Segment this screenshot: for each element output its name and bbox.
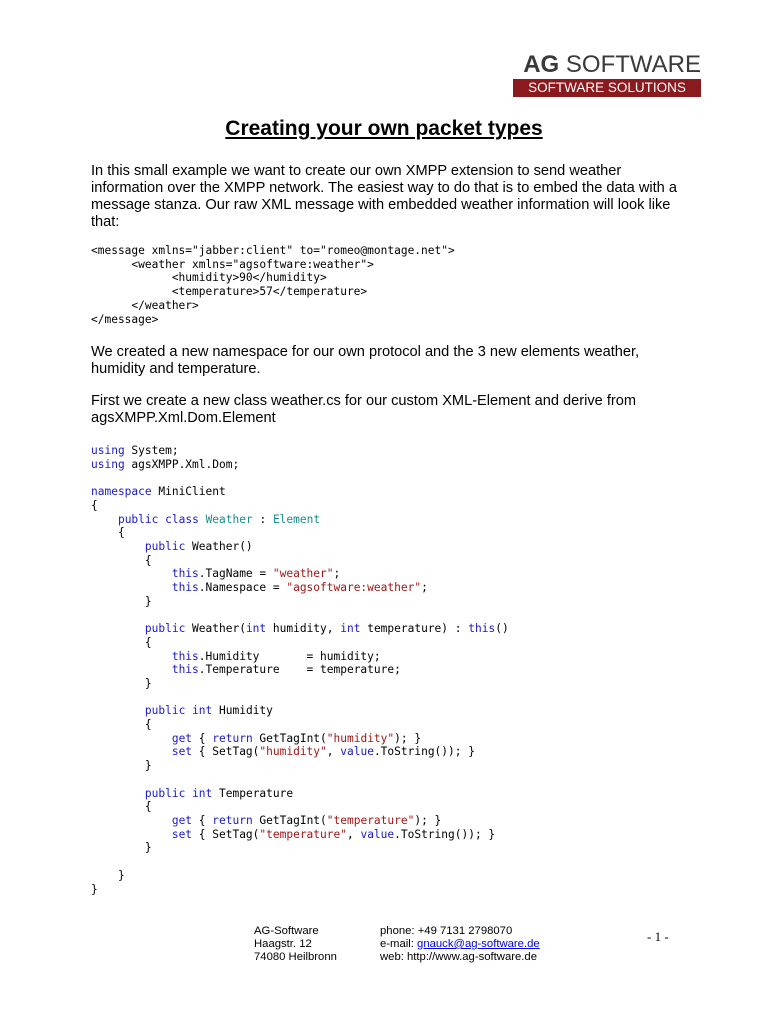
footer-company: AG-Software (254, 925, 319, 937)
type-name: Element (272, 512, 321, 526)
type-name: Weather (205, 512, 253, 526)
keyword: this (171, 649, 199, 663)
keyword: using (91, 444, 125, 457)
keyword: set (171, 827, 193, 841)
keyword: int (192, 704, 213, 718)
keyword: int (245, 622, 267, 636)
footer-email-label: e-mail: (380, 938, 418, 950)
csharp-code-block: using System; using agsXMPP.Xml.Dom; namespace MiniClient { public class Weather : Element { public Weather() { this.TagName = "weather"; this.Namespace = "agsoftware:weather"; } public Weather(int humidity, int temperature) : this() { this.Humidity = humidity; this.Temperature = temperature; } public int Humidity { get { return GetTagInt("humidity"); } set { SetTag("humidity", value.ToString()); } } public int Temperature { get { return GetTagInt("temperature"); } set { SetTag("temperature", value.ToString()); } } } } (91, 444, 509, 896)
string-literal: "humidity" (326, 731, 395, 745)
footer-street: Haagstr. 12 (254, 938, 312, 950)
logo-bold: AG (523, 51, 560, 78)
keyword: class (165, 512, 199, 526)
keyword: int (340, 622, 361, 636)
string-literal: "agsoftware:weather" (286, 581, 422, 595)
company-logo (513, 52, 701, 97)
logo-rest: SOFTWARE (565, 51, 701, 78)
string-literal: "temperature" (259, 827, 347, 841)
keyword: using (91, 457, 125, 471)
keyword: set (171, 745, 193, 759)
xml-line: <weather xmlns="agsoftware:weather"> (91, 257, 374, 271)
logo-tagline: SOFTWARE SOLUTIONS (513, 79, 701, 97)
class-paragraph: First we create a new class weather.cs for our custom XML-Element and derive from agsXMPP.Xml.Dom.Element (91, 393, 637, 426)
keyword: this (468, 622, 496, 636)
keyword: public (144, 704, 186, 718)
keyword: this (171, 581, 199, 595)
page-title: Creating your own packet types (225, 117, 543, 140)
xml-line: </weather> (91, 298, 199, 312)
xml-line: </message> (91, 312, 159, 326)
keyword: public (144, 786, 186, 800)
xml-line: <humidity>90</humidity> (91, 271, 327, 285)
keyword: public (144, 539, 186, 553)
keyword: return (212, 813, 253, 827)
keyword: value (360, 827, 395, 841)
keyword: this (171, 663, 199, 677)
string-literal: "temperature" (326, 813, 415, 827)
string-literal: "humidity" (259, 745, 327, 759)
xml-line: <temperature>57</temperature> (91, 285, 368, 299)
keyword: namespace (91, 485, 152, 499)
xml-line: <message xmlns="jabber:client" to="romeo@montage.net"> (91, 244, 455, 257)
footer-web: web: http://www.ag-software.de (380, 951, 537, 963)
keyword: int (192, 786, 213, 800)
page-number: - 1 - (647, 929, 669, 944)
footer-phone: phone: +49 7131 2798070 (380, 925, 513, 937)
keyword: this (171, 567, 199, 581)
email-link[interactable]: gnauck@ag-software.de (417, 938, 540, 950)
keyword: get (171, 813, 193, 827)
footer-address (254, 925, 337, 964)
namespace-paragraph: We created a new namespace for our own protocol and the 3 new elements weather, humidity and temperature. (91, 344, 640, 377)
footer-city: 74080 Heilbronn (254, 951, 337, 963)
keyword: public (117, 512, 159, 526)
keyword: return (212, 731, 253, 745)
footer-email-row (380, 938, 540, 951)
logo-title (513, 52, 701, 78)
xml-example (91, 244, 455, 326)
keyword: value (340, 745, 374, 759)
intro-paragraph: In this small example we want to create our own XMPP extension to send weather information over the XMPP network. The easiest way to do that is to embed the data with a message stanza. Our raw XML message with embedded weather information will look like that: (91, 163, 677, 230)
footer-contact (380, 925, 540, 964)
string-literal: "weather" (272, 567, 334, 581)
keyword: public (144, 622, 186, 636)
keyword: get (171, 731, 193, 745)
